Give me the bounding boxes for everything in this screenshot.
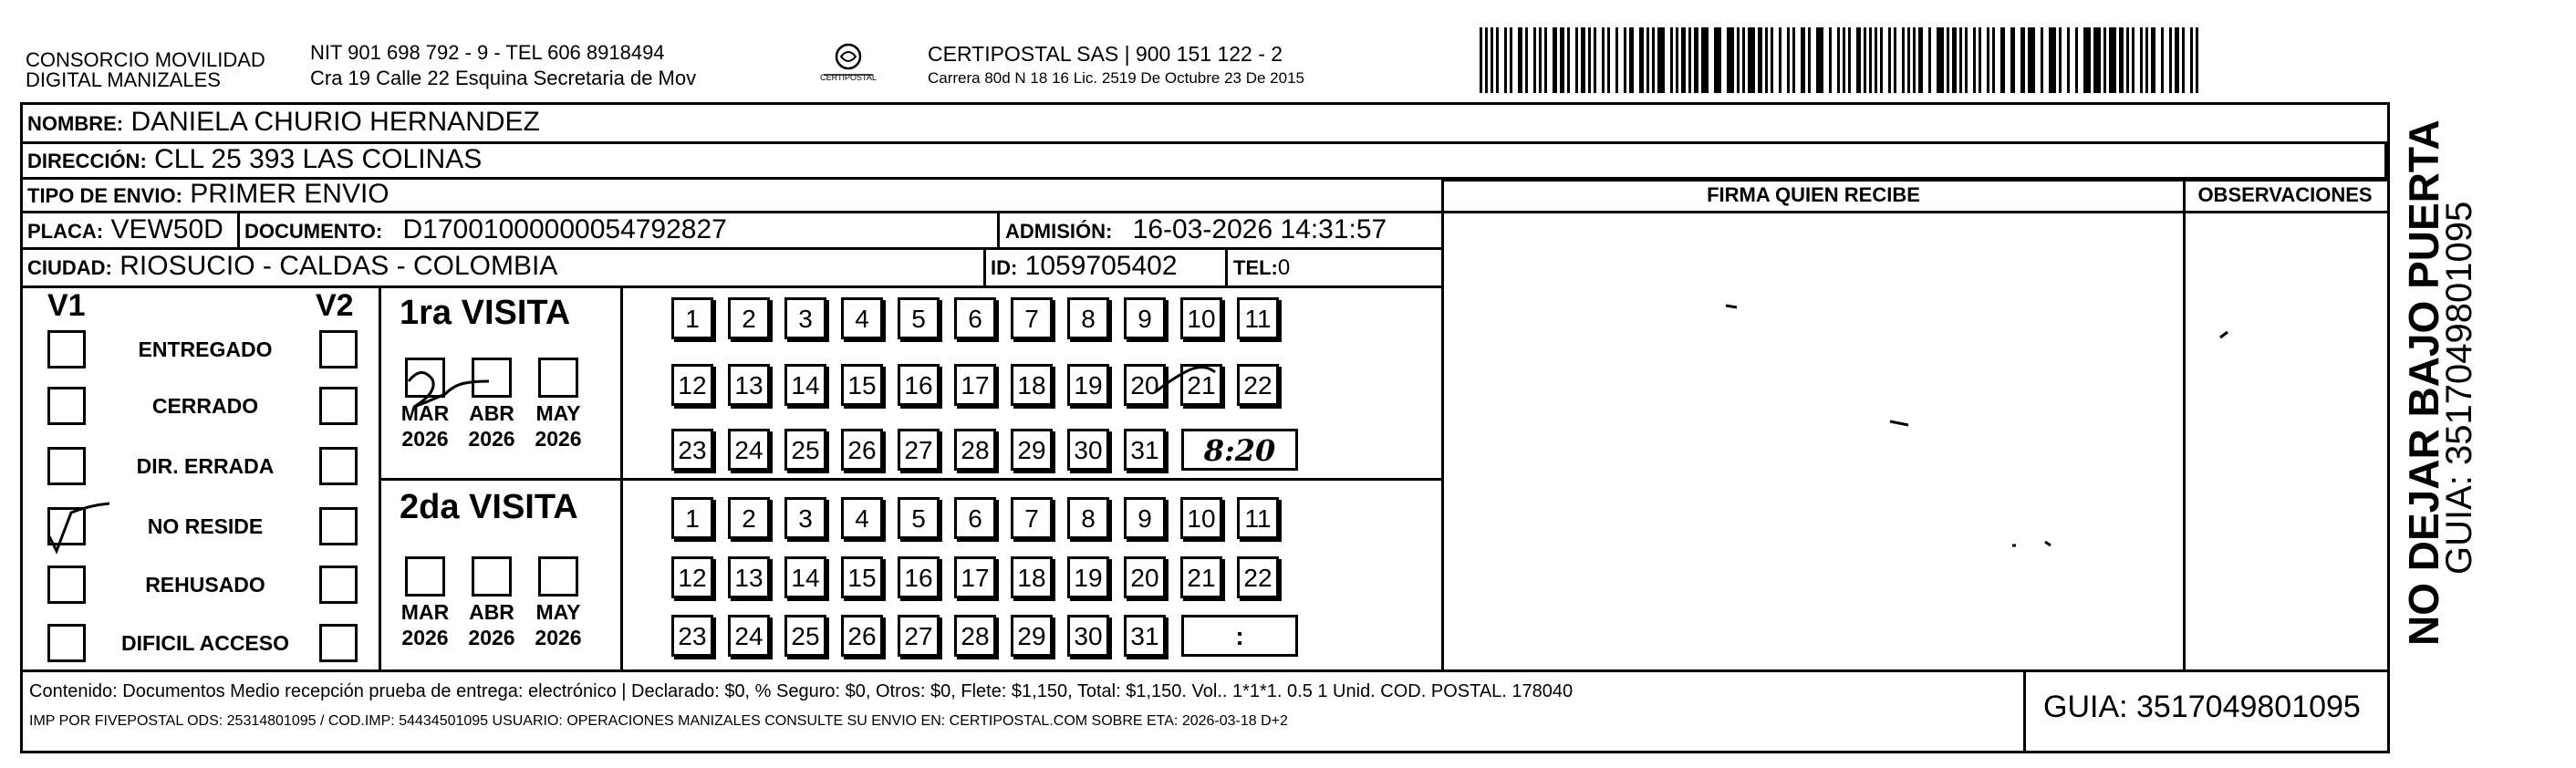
second-visit-day-box[interactable]: 27 [898, 615, 940, 657]
barcode-bar [2000, 27, 2005, 93]
certipostal-line: CERTIPOSTAL SAS | 900 151 122 - 2 [928, 42, 1283, 66]
second-visit-day-box[interactable]: 11 [1237, 497, 1279, 539]
barcode-bar [2126, 27, 2129, 93]
barcode-bar [1533, 27, 1536, 93]
first-visit-day-box[interactable]: 28 [954, 429, 996, 471]
second-visit-day-box[interactable]: 7 [1011, 497, 1053, 539]
second-visit-time-box[interactable]: : [1181, 615, 1298, 657]
second-visit-day-box[interactable]: 21 [1180, 556, 1222, 598]
barcode-bar [1602, 27, 1605, 93]
first-visit-time-box[interactable]: 8:20 [1181, 429, 1298, 471]
nombre-label: NOMBRE: [27, 112, 124, 135]
barcode-bar [1694, 27, 1698, 93]
second-visit-day-box[interactable]: 17 [954, 556, 996, 598]
first-visit-month-box[interactable] [472, 358, 512, 398]
first-visit-title: 1ra VISITA [400, 294, 571, 332]
row-divider [20, 669, 2390, 672]
company-name-line2: DIGITAL MANIZALES [26, 68, 221, 91]
second-visit-title: 2da VISITA [400, 488, 578, 526]
barcode-bar [1510, 27, 1512, 93]
barcode-bar [1918, 27, 1923, 93]
v1-checkbox[interactable] [47, 566, 86, 604]
barcode-bar [1992, 27, 1995, 93]
second-visit-day-box[interactable]: 5 [898, 497, 940, 539]
barcode-bar [1714, 27, 1721, 93]
first-visit-day-box[interactable]: 31 [1124, 429, 1166, 471]
barcode-bar [1676, 27, 1678, 93]
second-visit-day-box[interactable]: 8 [1067, 497, 1109, 539]
company-name-line1: CONSORCIO MOVILIDAD [26, 48, 265, 71]
first-visit-day-box[interactable]: 17 [954, 364, 996, 406]
first-visit-day-box[interactable]: 22 [1237, 364, 1279, 406]
ciudad-value: RIOSUCIO - CALDAS - COLOMBIA [119, 251, 558, 281]
status-label: DIR. ERRADA [136, 454, 275, 478]
address-line: Cra 19 Calle 22 Esquina Secretaria de Mov [310, 67, 697, 89]
first-visit-day-box[interactable]: 18 [1011, 364, 1053, 406]
barcode-bar [2119, 27, 2124, 93]
second-visit-day-box[interactable]: 26 [841, 615, 883, 657]
barcode-bar [2161, 27, 2164, 93]
tipo-envio-value: PRIMER ENVIO [190, 179, 390, 209]
barcode-bar [1787, 27, 1790, 93]
barcode-bar [1779, 27, 1781, 93]
first-visit-day-box[interactable]: 10 [1180, 297, 1222, 339]
barcode-bar [1560, 27, 1564, 93]
second-visit-month-box[interactable] [405, 556, 445, 597]
ciudad-field [27, 251, 557, 284]
barcode-bar [1913, 27, 1916, 93]
barcode-bar [1952, 27, 1957, 93]
placa-label: PLACA: [27, 220, 104, 243]
certipostal-logo [816, 40, 880, 86]
tel-field [1233, 251, 1290, 284]
first-visit-day-box[interactable]: 26 [841, 429, 883, 471]
first-visit-day-box[interactable]: 15 [841, 364, 883, 406]
second-visit-day-box[interactable]: 31 [1124, 615, 1166, 657]
v2-checkbox[interactable] [319, 624, 358, 662]
tipo-envio-label: TIPO DE ENVIO: [27, 184, 182, 207]
barcode-bar [1553, 27, 1557, 93]
second-visit-month-box[interactable] [538, 556, 578, 597]
month-label: MAY [535, 600, 581, 624]
barcode-bar [1748, 27, 1755, 93]
year-label: 2026 [401, 626, 449, 649]
first-visit-day-box[interactable]: 30 [1067, 429, 1109, 471]
year-label: 2026 [535, 626, 582, 649]
barcode-bar [1928, 27, 1931, 93]
barcode-bar [1848, 27, 1851, 93]
barcode-bar [1607, 27, 1610, 93]
first-visit-day-box[interactable]: 20 [1124, 364, 1166, 406]
footer-content-line: Contenido: Documentos Medio recepción prueba de entrega: electrónico | Declarado: $0, % Seguro: $0, Otros: $0, Flete: $1,150, Total: $1,150. Vol.. 1*1*1. 0.5 1 Unid. COD. POSTAL. 178040 [29, 681, 1574, 701]
direccion-value: CLL 25 393 LAS COLINAS [154, 144, 483, 174]
first-visit-day-box[interactable]: 29 [1011, 429, 1053, 471]
v1-checkbox[interactable] [47, 624, 86, 662]
second-visit-day-box[interactable]: 24 [728, 615, 770, 657]
documento-value: D17001000000054792827 [402, 214, 727, 244]
second-visit-day-box[interactable]: 9 [1124, 497, 1166, 539]
second-visit-day-box[interactable]: 20 [1124, 556, 1166, 598]
col-divider [997, 211, 1000, 249]
month-label: MAR [400, 401, 450, 425]
barcode-bar [2182, 27, 2185, 93]
barcode-bar [1701, 27, 1709, 93]
barcode-bar [2020, 27, 2025, 93]
barcode-bar [1480, 27, 1482, 93]
nit-line: NIT 901 698 792 - 9 - TEL 606 8918494 [310, 41, 665, 64]
ciudad-label: CIUDAD: [27, 256, 112, 279]
col-divider [2023, 669, 2026, 753]
status-label: REHUSADO [145, 573, 265, 597]
v2-checkbox[interactable] [319, 447, 358, 485]
barcode-bar [1681, 27, 1686, 93]
placa-value: VEW50D [110, 214, 223, 244]
barcode-bar [1670, 27, 1673, 93]
row-divider [20, 247, 1443, 250]
barcode-bar [1758, 27, 1762, 93]
second-visit-day-box[interactable]: 19 [1067, 556, 1109, 598]
barcode-bar [2196, 27, 2198, 93]
barcode-bar [1491, 27, 1493, 93]
barcode-bar [2049, 27, 2056, 93]
first-visit-day-box[interactable]: 23 [671, 429, 713, 471]
barcode-bar [1864, 27, 1866, 93]
barcode-bar [1742, 27, 1745, 93]
barcode-bar [1937, 27, 1944, 93]
barcode-bar [2093, 27, 2101, 93]
barcode-bar [1646, 27, 1649, 93]
v1-label: V1 [47, 288, 86, 323]
status-label: DIFICIL ACCESO [120, 631, 289, 655]
row-divider [379, 478, 1444, 481]
id-field [991, 251, 1178, 284]
barcode-bar [1496, 27, 1499, 93]
first-visit-day-box[interactable]: 4 [841, 297, 883, 339]
id-value: 1059705402 [1024, 251, 1178, 281]
second-visit-day-box[interactable]: 15 [841, 556, 883, 598]
barcode-bar [2083, 27, 2091, 93]
direccion-field [27, 144, 482, 177]
second-visit-day-box[interactable]: 10 [1180, 497, 1222, 539]
second-visit-day-box[interactable]: 6 [954, 497, 996, 539]
col-divider [1225, 247, 1228, 285]
placa-field [27, 214, 223, 247]
barcode-bar [1973, 27, 1976, 93]
barcode-bar [2075, 27, 2078, 93]
row-divider [1441, 211, 2390, 213]
barcode-bar [1837, 27, 1840, 93]
col-divider [2384, 141, 2387, 180]
barcode-bar [1615, 27, 1618, 93]
barcode-bar [1504, 27, 1507, 93]
barcode-bar [2175, 27, 2179, 93]
barcode-bar [1816, 27, 1823, 93]
second-visit-day-box[interactable]: 3 [784, 497, 826, 539]
barcode-bar [2010, 27, 2015, 93]
tel-label: TEL: [1233, 256, 1278, 279]
first-visit-day-box[interactable]: 5 [898, 297, 940, 339]
v2-checkbox[interactable] [319, 387, 358, 425]
barcode-bar [1688, 27, 1691, 93]
second-visit-day-box[interactable]: 29 [1011, 615, 1053, 657]
firma-column-title: FIRMA QUIEN RECIBE [1707, 183, 1920, 206]
status-label: ENTREGADO [138, 337, 273, 361]
barcode-bar [1829, 27, 1832, 93]
first-visit-day-box[interactable]: 3 [784, 297, 826, 339]
first-visit-day-box[interactable]: 2 [728, 297, 770, 339]
barcode-bar [1869, 27, 1872, 93]
barcode [1480, 24, 2209, 97]
barcode-bar [2103, 27, 2106, 93]
barcode-bar [2132, 27, 2135, 93]
second-visit-day-box[interactable]: 28 [954, 615, 996, 657]
row-divider [20, 285, 1443, 288]
second-visit-day-box[interactable]: 2 [728, 497, 770, 539]
first-visit-day-box[interactable]: 13 [728, 364, 770, 406]
barcode-bar [2151, 27, 2155, 93]
barcode-bar [2109, 27, 2116, 93]
year-label: 2026 [468, 427, 515, 451]
barcode-bar [1727, 27, 1734, 93]
month-label: ABR [469, 401, 514, 425]
second-visit-day-box[interactable]: 18 [1011, 556, 1053, 598]
first-visit-day-box[interactable]: 27 [898, 429, 940, 471]
barcode-bar [1880, 27, 1883, 93]
v1-checkbox[interactable] [47, 330, 86, 368]
first-visit-day-box[interactable]: 8 [1067, 297, 1109, 339]
first-visit-day-box[interactable]: 21 [1180, 364, 1222, 406]
barcode-bar [1902, 27, 1905, 93]
barcode-bar [1771, 27, 1773, 93]
documento-label: DOCUMENTO: [244, 220, 383, 243]
first-visit-day-box[interactable]: 12 [671, 364, 713, 406]
barcode-bar [1485, 27, 1488, 93]
barcode-bar [1888, 27, 1891, 93]
second-visit-day-box[interactable]: 30 [1067, 615, 1109, 657]
admision-value: 16-03-2026 14:31:57 [1132, 214, 1387, 244]
first-visit-day-box[interactable]: 24 [728, 429, 770, 471]
barcode-bar [1657, 27, 1665, 93]
barcode-bar [1765, 27, 1768, 93]
tipo-envio-field [27, 179, 390, 212]
nombre-value: DANIELA CHURIO HERNANDEZ [130, 107, 540, 137]
id-label: ID: [991, 256, 1018, 279]
first-visit-day-box[interactable]: 11 [1237, 297, 1279, 339]
barcode-bar [1907, 27, 1910, 93]
barcode-bar [1856, 27, 1861, 93]
status-label: NO RESIDE [147, 514, 264, 538]
barcode-bar [1808, 27, 1811, 93]
v2-checkbox[interactable] [319, 566, 358, 604]
col-divider [1441, 177, 1444, 669]
barcode-bar [2041, 27, 2043, 93]
first-visit-day-box[interactable]: 9 [1124, 297, 1166, 339]
barcode-bar [1959, 27, 1962, 93]
year-label: 2026 [401, 427, 449, 451]
v1-checkbox[interactable] [47, 387, 86, 425]
documento-field [244, 214, 727, 247]
v1-checkbox[interactable] [47, 447, 86, 485]
first-visit-day-box[interactable]: 16 [898, 364, 940, 406]
first-visit-month-box[interactable] [405, 358, 445, 398]
barcode-bar [2190, 27, 2193, 93]
barcode-bar [1801, 27, 1805, 93]
barcode-bar [1588, 27, 1591, 93]
second-visit-day-box[interactable]: 1 [671, 497, 713, 539]
barcode-bar [1544, 27, 1547, 93]
v1-checkbox[interactable] [47, 507, 86, 545]
barcode-bar [1737, 27, 1740, 93]
row-divider [1441, 179, 2390, 182]
direccion-label: DIRECCIÓN: [27, 150, 147, 172]
barcode-bar [1639, 27, 1644, 93]
barcode-bar [2059, 27, 2062, 93]
second-visit-day-box[interactable]: 13 [728, 556, 770, 598]
first-visit-day-box[interactable]: 6 [954, 297, 996, 339]
barcode-bar [1525, 27, 1528, 93]
col-divider [983, 247, 986, 285]
barcode-bar [1594, 27, 1596, 93]
footer-guia: GUIA: 3517049801095 [2043, 690, 2361, 724]
barcode-bar [1567, 27, 1570, 93]
year-label: 2026 [468, 626, 515, 649]
status-label: CERRADO [151, 394, 259, 418]
no-dejar-bajo-puerta: NO DEJAR BAJO PUERTA [2400, 119, 2447, 646]
year-label: 2026 [535, 427, 582, 451]
second-visit-day-box[interactable]: 14 [784, 556, 826, 598]
barcode-bar [1894, 27, 1896, 93]
first-visit-day-box[interactable]: 19 [1067, 364, 1109, 406]
second-visit-month-box[interactable] [472, 556, 512, 597]
month-label: MAY [535, 401, 581, 425]
barcode-bar [1581, 27, 1585, 93]
v2-checkbox[interactable] [319, 330, 358, 368]
first-visit-day-box[interactable]: 1 [671, 297, 713, 339]
month-label: ABR [469, 600, 514, 624]
nombre-field [27, 107, 540, 140]
barcode-bar [1792, 27, 1795, 93]
barcode-bar [1624, 27, 1626, 93]
admision-label: ADMISIÓN: [1005, 220, 1113, 243]
second-visit-day-box[interactable]: 12 [671, 556, 713, 598]
first-visit-day-box[interactable]: 25 [784, 429, 826, 471]
second-visit-day-box[interactable]: 16 [898, 556, 940, 598]
second-visit-day-box[interactable]: 22 [1237, 556, 1279, 598]
barcode-bar [1629, 27, 1634, 93]
barcode-bar [1575, 27, 1578, 93]
barcode-bar [1965, 27, 1968, 93]
barcode-bar [1987, 27, 1989, 93]
v2-checkbox[interactable] [319, 507, 358, 545]
barcode-bar [2067, 27, 2070, 93]
tel-value: 0 [1277, 255, 1291, 280]
v2-label: V2 [316, 288, 354, 323]
logo-text: CERTIPOSTAL [820, 73, 877, 82]
barcode-bar [1539, 27, 1542, 93]
barcode-bar [2145, 27, 2148, 93]
second-visit-day-box[interactable]: 23 [671, 615, 713, 657]
barcode-bar [2140, 27, 2143, 93]
certipostal-address: Carrera 80d N 18 16 Lic. 2519 De Octubre 23 De 2015 [928, 69, 1304, 87]
col-divider [237, 211, 240, 249]
first-visit-month-box[interactable] [538, 358, 578, 398]
side-guia: GUIA: 3517049801095 [2439, 201, 2479, 575]
barcode-bar [2028, 27, 2035, 93]
barcode-bar [1875, 27, 1877, 93]
observaciones-column-title: OBSERVACIONES [2197, 183, 2373, 206]
month-label: MAR [400, 600, 450, 624]
barcode-bar [1979, 27, 1981, 93]
barcode-bar [1947, 27, 1949, 93]
barcode-bar [2169, 27, 2172, 93]
barcode-bar [1652, 27, 1655, 93]
admision-field [1005, 214, 1387, 247]
first-visit-day-box[interactable]: 14 [784, 364, 826, 406]
footer-imp-line: IMP POR FIVEPOSTAL ODS: 25314801095 / COD.IMP: 54434501095 USUARIO: OPERACIONES MANIZALES CONSULTE SU ENVIO EN: CERTIPOSTAL.COM SOBRE ETA: 2026-03-18 D+2 [29, 713, 1288, 729]
barcode-bar [1518, 27, 1522, 93]
barcode-bar [1843, 27, 1845, 93]
second-visit-day-box[interactable]: 4 [841, 497, 883, 539]
col-divider [2183, 177, 2186, 669]
first-visit-day-box[interactable]: 7 [1011, 297, 1053, 339]
second-visit-day-box[interactable]: 25 [784, 615, 826, 657]
